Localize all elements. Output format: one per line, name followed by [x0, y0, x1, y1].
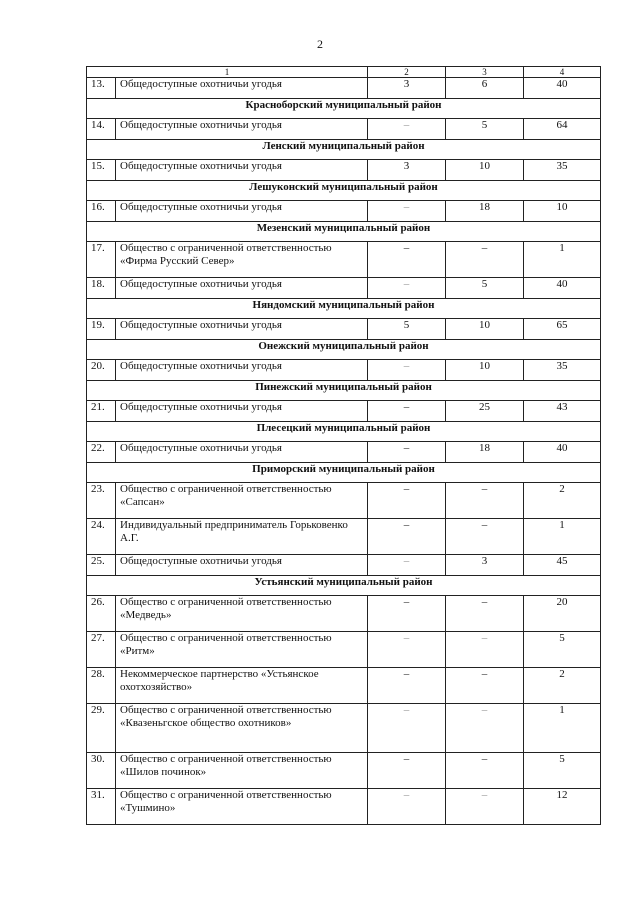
- header-col-3: 3: [446, 67, 524, 78]
- row-value-col-2: 5: [368, 319, 446, 340]
- row-value-col-3: –: [446, 704, 524, 753]
- row-number: 15.: [87, 160, 116, 181]
- table-row: [87, 119, 601, 140]
- row-value-col-3: 18: [446, 442, 524, 463]
- row-number: 30.: [87, 753, 116, 789]
- row-value-col-2: –: [368, 704, 446, 753]
- row-name: Общедоступные охотничьи угодья: [116, 319, 368, 340]
- row-name: Некоммерческое партнерство «Устьянское охотхозяйство»: [116, 668, 368, 704]
- district-title: Устьянский муниципальный район: [87, 576, 601, 596]
- row-number: 16.: [87, 201, 116, 222]
- table-body: [87, 67, 601, 825]
- district-header-row: [87, 340, 601, 360]
- row-name: Общество с ограниченной ответственностью «Шилов починок»: [116, 753, 368, 789]
- row-number: 24.: [87, 519, 116, 555]
- row-value-col-3: –: [446, 632, 524, 668]
- header-col-4: 4: [524, 67, 601, 78]
- row-value-col-4: 1: [524, 519, 601, 555]
- row-value-col-2: –: [368, 596, 446, 632]
- row-value-col-2: –: [368, 360, 446, 381]
- district-header-row: [87, 299, 601, 319]
- row-value-col-4: 1: [524, 704, 601, 753]
- row-number: 27.: [87, 632, 116, 668]
- district-title: Ленский муниципальный район: [87, 140, 601, 160]
- table-row: [87, 360, 601, 381]
- row-value-col-3: –: [446, 668, 524, 704]
- row-name: Общество с ограниченной ответственностью «Сапсан»: [116, 483, 368, 519]
- row-value-col-4: 45: [524, 555, 601, 576]
- row-value-col-2: –: [368, 483, 446, 519]
- district-header-row: [87, 140, 601, 160]
- row-value-col-2: –: [368, 753, 446, 789]
- row-value-col-4: 40: [524, 442, 601, 463]
- row-value-col-2: –: [368, 668, 446, 704]
- row-value-col-4: 35: [524, 160, 601, 181]
- row-value-col-3: 18: [446, 201, 524, 222]
- row-value-col-4: 2: [524, 483, 601, 519]
- table-row: [87, 483, 601, 519]
- row-value-col-3: –: [446, 753, 524, 789]
- row-number: 31.: [87, 789, 116, 825]
- table-row: [87, 278, 601, 299]
- district-title: Лешуконский муниципальный район: [87, 181, 601, 201]
- district-title: Онежский муниципальный район: [87, 340, 601, 360]
- row-value-col-3: –: [446, 596, 524, 632]
- row-value-col-2: –: [368, 119, 446, 140]
- table-row: [87, 789, 601, 825]
- row-value-col-4: 40: [524, 78, 601, 99]
- page-number: 2: [317, 37, 323, 51]
- row-name: Общество с ограниченной ответственностью «Фирма Русский Север»: [116, 242, 368, 278]
- row-number: 22.: [87, 442, 116, 463]
- row-number: 18.: [87, 278, 116, 299]
- district-header-row: [87, 422, 601, 442]
- row-value-col-4: 40: [524, 278, 601, 299]
- district-header-row: [87, 576, 601, 596]
- district-title: Няндомский муниципальный район: [87, 299, 601, 319]
- row-name: Общедоступные охотничьи угодья: [116, 201, 368, 222]
- row-value-col-3: 10: [446, 160, 524, 181]
- row-name: Общедоступные охотничьи угодья: [116, 555, 368, 576]
- row-name: Общество с ограниченной ответственностью «Ритм»: [116, 632, 368, 668]
- district-title: Плесецкий муниципальный район: [87, 422, 601, 442]
- row-number: 21.: [87, 401, 116, 422]
- district-header-row: [87, 381, 601, 401]
- row-value-col-2: –: [368, 201, 446, 222]
- row-name: Общедоступные охотничьи угодья: [116, 119, 368, 140]
- row-name: Индивидуальный предприниматель Горьковенко А.Г.: [116, 519, 368, 555]
- row-value-col-4: 20: [524, 596, 601, 632]
- table-row: [87, 201, 601, 222]
- table-row: [87, 319, 601, 340]
- row-name: Общедоступные охотничьи угодья: [116, 278, 368, 299]
- district-header-row: [87, 222, 601, 242]
- row-value-col-4: 43: [524, 401, 601, 422]
- row-value-col-3: –: [446, 789, 524, 825]
- hunting-grounds-table: [86, 66, 601, 825]
- row-number: 29.: [87, 704, 116, 753]
- row-value-col-4: 1: [524, 242, 601, 278]
- row-name: Общедоступные охотничьи угодья: [116, 160, 368, 181]
- table-row: [87, 704, 601, 753]
- row-name: Общество с ограниченной ответственностью «Квазеньгское общество охотников»: [116, 704, 368, 753]
- header-col-2: 2: [368, 67, 446, 78]
- table-row: [87, 160, 601, 181]
- district-header-row: [87, 99, 601, 119]
- row-name: Общество с ограниченной ответственностью «Тушмино»: [116, 789, 368, 825]
- row-value-col-3: 25: [446, 401, 524, 422]
- row-value-col-4: 35: [524, 360, 601, 381]
- row-value-col-4: 10: [524, 201, 601, 222]
- row-value-col-2: 3: [368, 160, 446, 181]
- row-value-col-2: 3: [368, 78, 446, 99]
- row-name: Общедоступные охотничьи угодья: [116, 401, 368, 422]
- row-number: 20.: [87, 360, 116, 381]
- row-number: 28.: [87, 668, 116, 704]
- row-value-col-2: –: [368, 401, 446, 422]
- row-value-col-3: 10: [446, 360, 524, 381]
- table-row: [87, 753, 601, 789]
- table-row: [87, 442, 601, 463]
- district-title: Мезенский муниципальный район: [87, 222, 601, 242]
- table-row: [87, 401, 601, 422]
- row-number: 14.: [87, 119, 116, 140]
- district-title: Приморский муниципальный район: [87, 463, 601, 483]
- row-value-col-4: 65: [524, 319, 601, 340]
- row-value-col-4: 5: [524, 632, 601, 668]
- row-number: 26.: [87, 596, 116, 632]
- district-title: Красноборский муниципальный район: [87, 99, 601, 119]
- row-value-col-2: –: [368, 519, 446, 555]
- row-value-col-3: –: [446, 242, 524, 278]
- row-value-col-2: –: [368, 789, 446, 825]
- table-row: [87, 78, 601, 99]
- row-name: Общедоступные охотничьи угодья: [116, 360, 368, 381]
- row-number: 19.: [87, 319, 116, 340]
- district-title: Пинежский муниципальный район: [87, 381, 601, 401]
- row-number: 23.: [87, 483, 116, 519]
- row-value-col-3: –: [446, 483, 524, 519]
- row-value-col-2: –: [368, 555, 446, 576]
- row-value-col-4: 5: [524, 753, 601, 789]
- row-value-col-2: –: [368, 278, 446, 299]
- table-row: [87, 596, 601, 632]
- row-value-col-2: –: [368, 632, 446, 668]
- row-name: Общество с ограниченной ответственностью «Медведь»: [116, 596, 368, 632]
- row-value-col-4: 2: [524, 668, 601, 704]
- row-value-col-3: 10: [446, 319, 524, 340]
- row-name: Общедоступные охотничьи угодья: [116, 78, 368, 99]
- row-value-col-3: 5: [446, 278, 524, 299]
- table-row: [87, 242, 601, 278]
- table-row: [87, 555, 601, 576]
- district-header-row: [87, 181, 601, 201]
- row-value-col-3: –: [446, 519, 524, 555]
- row-value-col-2: –: [368, 442, 446, 463]
- row-number: 25.: [87, 555, 116, 576]
- header-col-1: 1: [87, 67, 368, 78]
- row-name: Общедоступные охотничьи угодья: [116, 442, 368, 463]
- row-value-col-4: 64: [524, 119, 601, 140]
- row-value-col-2: –: [368, 242, 446, 278]
- row-number: 17.: [87, 242, 116, 278]
- row-value-col-3: 5: [446, 119, 524, 140]
- table-row: [87, 632, 601, 668]
- row-value-col-3: 6: [446, 78, 524, 99]
- row-value-col-3: 3: [446, 555, 524, 576]
- table-header-row: [87, 67, 601, 78]
- row-value-col-4: 12: [524, 789, 601, 825]
- table-row: [87, 668, 601, 704]
- table-row: [87, 519, 601, 555]
- row-number: 13.: [87, 78, 116, 99]
- district-header-row: [87, 463, 601, 483]
